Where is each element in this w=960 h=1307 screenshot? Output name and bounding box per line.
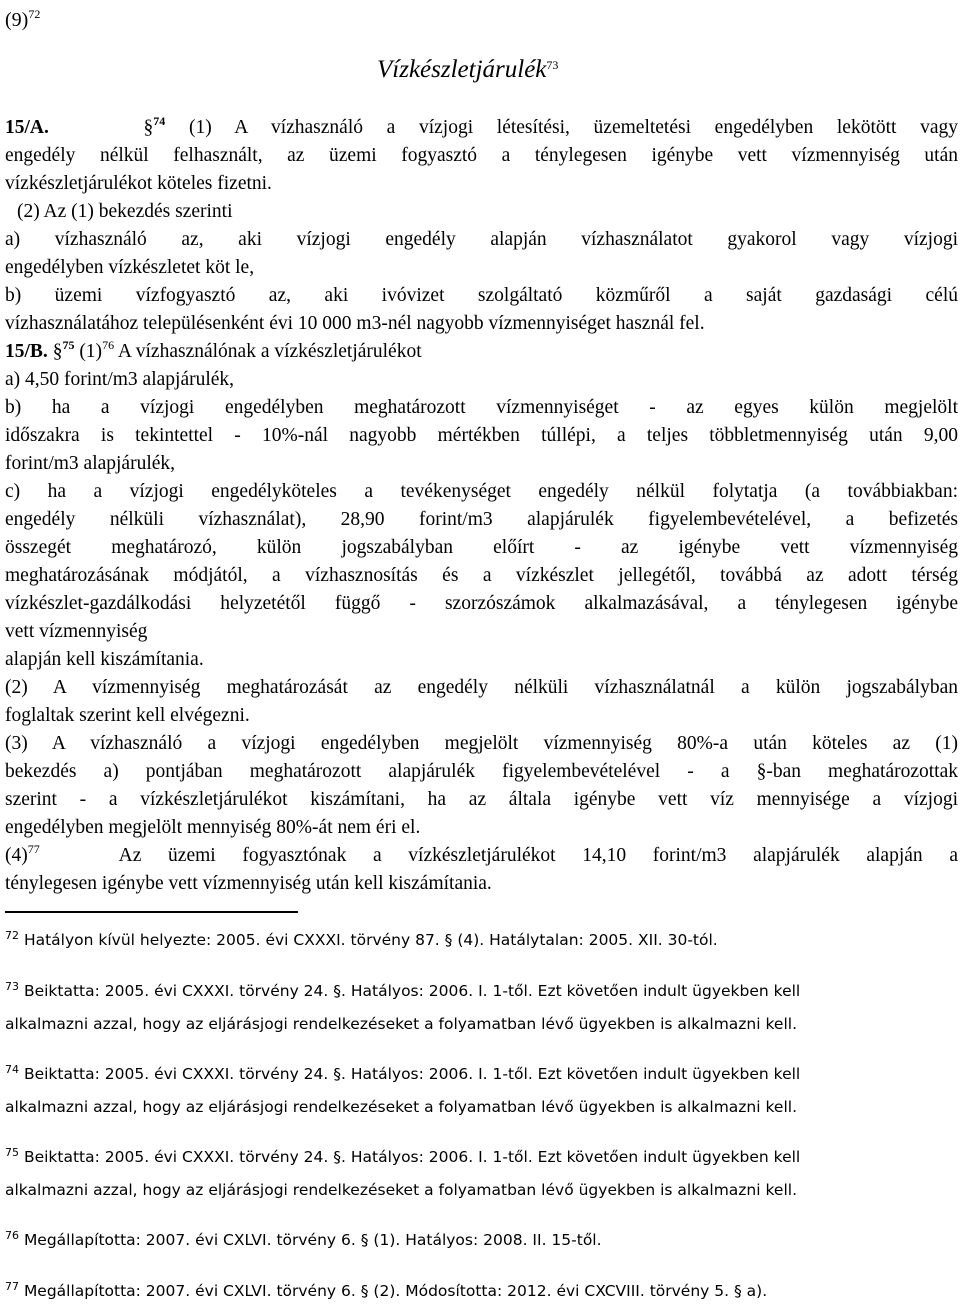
footnote-76: [5, 1229, 958, 1251]
footnote-ref: 75: [62, 338, 75, 352]
footnote-75-line-2: alkalmazni azzal, hogy az eljárásjogi rendelkezéseket a folyamatban lévő ügyekben is alkalmazni kell.: [5, 1181, 797, 1199]
footnote-74: [5, 1063, 958, 1085]
paragraph-text: (1) A vízhasználó a vízjogi létesítési, üzemeltetési engedélyben lekötött vagy: [188, 117, 959, 138]
footnote-ref: 74: [153, 114, 166, 128]
footnote-number: 73: [5, 980, 19, 993]
footnote-ref: 72: [28, 7, 41, 21]
footnote-text: Beiktatta: 2005. évi CXXXI. törvény 24. §. Hatályos: 2006. I. 1-től. Ezt követően indult ügyekben kell: [23, 1148, 801, 1166]
s15b-p4-line-1: [5, 842, 958, 870]
footnote-ref: 76: [102, 338, 115, 352]
s15a-line-1: 15/A. §$^{74}$ (1) A vízhasználó a vízjogi létesítési, üzemeltetési engedélyben lekötött vagy: [5, 114, 959, 138]
s15a-b-line-1: b) üzemi vízfogyasztó az, aki ivóvizet szolgáltató közműről a saját gazdasági célú: [5, 285, 958, 306]
paragraph-text: A vízhasználónak a vízkészletjárulékot: [117, 341, 422, 362]
s15a-p2-head: (2) Az (1) bekezdés szerinti: [17, 201, 233, 222]
footnote-text: Beiktatta: 2005. évi CXXXI. törvény 24. §. Hatályos: 2006. I. 1-től. Ezt követően indult ügyekben kell: [23, 1065, 801, 1083]
s15b-p3-line-2: bekezdés a) pontjában meghatározott alapjárulék figyelembevételével - a §-ban meghatározottak: [5, 761, 958, 782]
footnote-ref: 73: [546, 58, 559, 72]
s15a-line-2: engedély nélkül felhasznált, az üzemi fogyasztó a ténylegesen igénybe vett vízmennyiség után: [5, 145, 958, 166]
s15b-p2-line-2: foglaltak szerint kell elvégezni.: [5, 705, 250, 726]
s15b-p3-line-1: (3) A vízhasználó a vízjogi engedélyben megjelölt vízmennyiség 80%-a után köteles az (1): [5, 733, 958, 754]
footnote-73-line-2: alkalmazni azzal, hogy az eljárásjogi rendelkezéseket a folyamatban lévő ügyekben is alkalmazni kell.: [5, 1015, 797, 1033]
s15b-p3-line-4: engedélyben megjelölt mennyiség 80%-át nem éri el.: [5, 817, 421, 838]
s15b-c-line-1: c) ha a vízjogi engedélyköteles a tevékenységet engedély nélkül folytatja (a továbbiakban:: [5, 481, 958, 502]
footnote-ref: 77: [27, 842, 40, 856]
paragraph-text: Az üzemi fogyasztónak a vízkészletjárulékot 14,10 forint/m3 alapjárulék alapján a: [118, 845, 958, 866]
s15b-b-line-3: forint/m3 alapjárulék,: [5, 453, 176, 474]
s15b-c-line-5: vízkészlet-gazdálkodási helyzetétől függő - szorzószámok alkalmazásával, a ténylegesen igénybe: [5, 593, 958, 614]
footnote-separator: [5, 911, 298, 913]
s15b-c-line-4: meghatározásának módjától, a vízhasznosítás és a vízkészlet jellegétől, továbbá az adott térség: [5, 565, 958, 586]
paragraph-number: (4): [5, 845, 28, 866]
section-number: 15/A.: [5, 117, 49, 138]
header-marker-text: (9): [5, 9, 29, 31]
s15a-a-line-1: a) vízhasználó az, aki vízjogi engedély alapján vízhasználatot gyakorol vagy vízjogi: [5, 229, 958, 250]
s15a-line-3: vízkészletjárulékot köteles fizetni.: [5, 173, 272, 194]
paragraph-number: (1): [79, 341, 103, 362]
s15b-c-line-7: alapján kell kiszámítania.: [5, 649, 204, 670]
s15b-p4-line-2: ténylegesen igénybe vett vízmennyiség után kell kiszámítania.: [5, 873, 492, 894]
s15b-b-line-2: időszakra is tekintettel - 10%-nál nagyobb mértékben túllépi, a teljes többletmennyiség után 9,00: [5, 425, 958, 446]
s15b-c-line-6: vett vízmennyiség: [5, 621, 148, 642]
s15b-c-line-2: engedély nélküli vízhasználat), 28,90 forint/m3 alapjárulék figyelembevételével, a befizetés: [5, 509, 958, 530]
s15b-a: a) 4,50 forint/m3 alapjárulék,: [5, 369, 235, 390]
s15b-p2-line-1: (2) A vízmennyiség meghatározását az engedély nélküli vízhasználatnál a külön jogszabályban: [5, 677, 958, 698]
footnote-number: 75: [5, 1146, 19, 1159]
s15b-c-line-3: összegét meghatározó, külön jogszabályban előírt - az igénybe vett vízmennyiség: [5, 537, 958, 558]
s15b-p3-line-3: szerint - a vízkészletjárulékot kiszámítani, ha az általa igénybe vett víz mennyisége a vízjogi: [5, 789, 958, 810]
section-title-text: Vízkészletjárulék: [377, 56, 547, 83]
footnote-text: Megállapította: 2007. évi CXLVI. törvény 6. § (1). Hatályos: 2008. II. 15-től.: [23, 1231, 602, 1249]
footnote-text: Beiktatta: 2005. évi CXXXI. törvény 24. §. Hatályos: 2006. I. 1-től. Ezt követően indult ügyekben kell: [23, 982, 801, 1000]
footnote-text: Hatályon kívül helyezte: 2005. évi CXXXI. törvény 87. § (4). Hatálytalan: 2005. XII. 30-tól.: [23, 931, 718, 949]
footnote-75: [5, 1146, 958, 1168]
section-title: [377, 56, 558, 84]
footnote-text: Megállapította: 2007. évi CXLVI. törvény 6. § (2). Módosította: 2012. évi CXCVIII. törvény 5. § a).: [23, 1282, 768, 1300]
section-number: 15/B.: [5, 341, 48, 362]
footnote-72: [5, 929, 958, 951]
s15a-b-line-2: vízhasználatához településenként évi 10 000 m3-nél nagyobb vízmennyiséget használ fel.: [5, 313, 705, 334]
footnote-74-line-2: alkalmazni azzal, hogy az eljárásjogi rendelkezéseket a folyamatban lévő ügyekben is alkalmazni kell.: [5, 1098, 797, 1116]
footnote-number: 77: [5, 1280, 19, 1293]
footnote-number: 74: [5, 1063, 19, 1076]
s15a-a-line-2: engedélyben vízkészletet köt le,: [5, 257, 255, 278]
footnote-73: [5, 980, 958, 1002]
footnote-number: 72: [5, 929, 19, 942]
header-marker: [5, 6, 958, 34]
footnote-number: 76: [5, 1229, 19, 1242]
s15b-line-1: 15/B. §$^{75}$ $(1)^{76}$ A vízhasználónak a vízkészletjárulékot: [5, 338, 422, 362]
footnote-77: [5, 1280, 958, 1302]
s15b-b-line-1: b) ha a vízjogi engedélyben meghatározott vízmennyiséget - az egyes külön megjelölt: [5, 397, 958, 418]
